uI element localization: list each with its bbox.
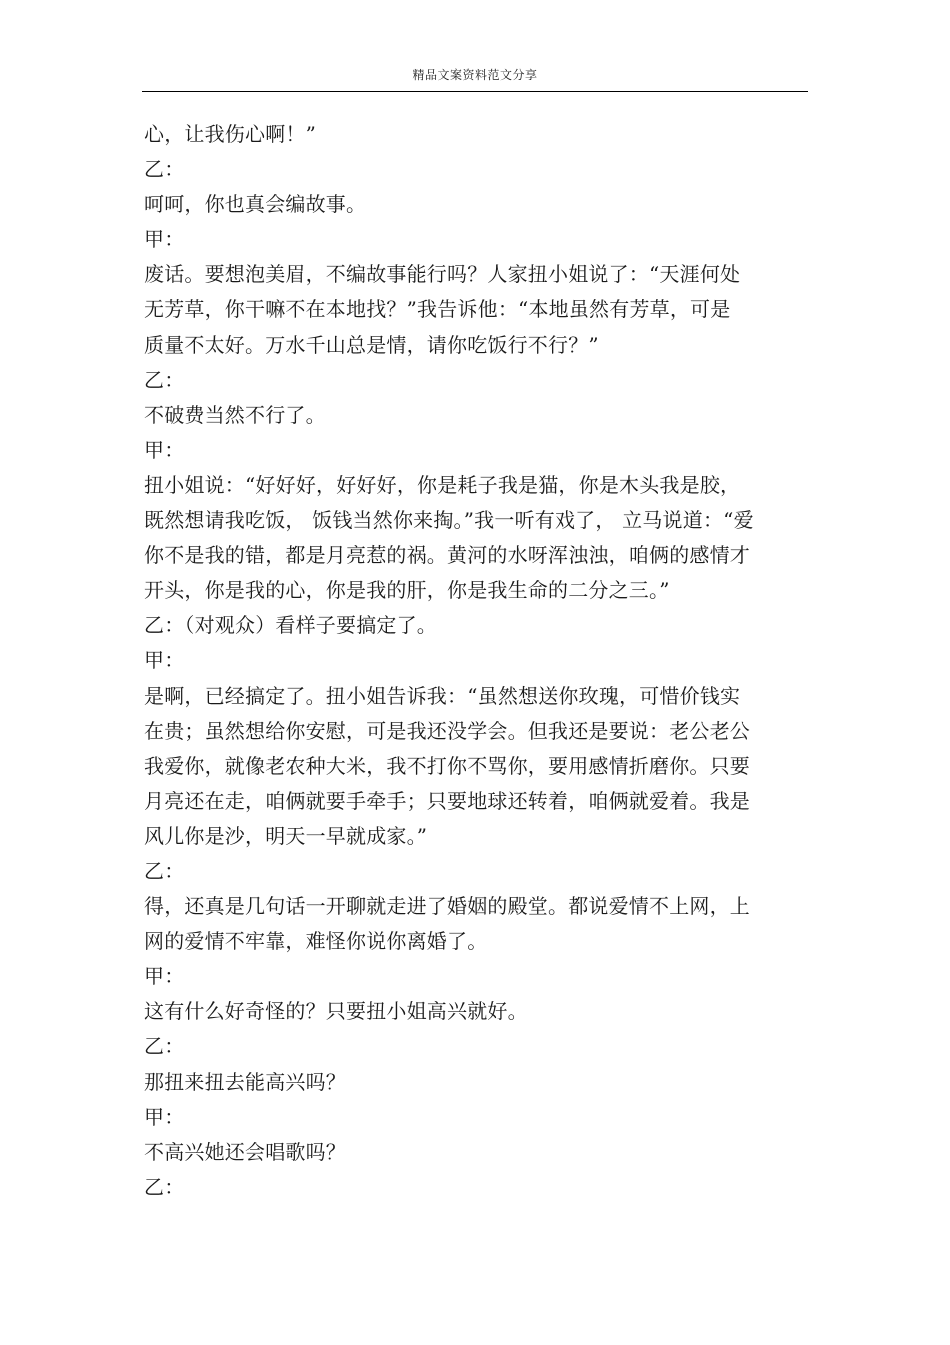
- text-line: 在贵；虽然想给你安慰，可是我还没学会。但我还是要说：老公老公: [144, 718, 750, 743]
- text-line: 你不是我的错，都是月亮惹的祸。黄河的水呀浑浊浊，咱俩的感情才: [144, 543, 750, 568]
- text-line: 呵呵，你也真会编故事。: [144, 192, 367, 217]
- text-line: 得，还真是几句话一开聊就走进了婚姻的殿堂。都说爱情不上网，上: [144, 894, 750, 919]
- text-line: 不破费当然不行了。: [144, 402, 326, 427]
- text-line: 乙：: [144, 1174, 185, 1199]
- text-line: 废话。要想泡美眉，不编故事能行吗？人家扭小姐说了：“天涯何处: [144, 262, 741, 287]
- text-line: 既然想请我吃饭， 饭钱当然你来掏。”我一听有戏了， 立马说道：“爱: [144, 508, 754, 533]
- header-title: 精品文案资料范文分享: [412, 68, 538, 82]
- text-line: 开头，你是我的心，你是我的肝，你是我生命的二分之三。”: [144, 578, 670, 603]
- text-line: 乙：: [144, 367, 185, 392]
- text-line: 我爱你，就像老农种大米，我不打你不骂你，要用感情折磨你。只要: [144, 753, 750, 778]
- text-line: 甲：: [144, 648, 185, 673]
- text-line: 质量不太好。万水千山总是情，请你吃饭行不行？”: [144, 332, 599, 357]
- text-line: 月亮还在走，咱俩就要手牵手；只要地球还转着，咱俩就爱着。我是: [144, 788, 750, 813]
- text-line: 不高兴她还会唱歌吗？: [144, 1139, 346, 1164]
- text-line: 风儿你是沙，明天一早就成家。”: [144, 823, 428, 848]
- text-line: 甲：: [144, 227, 185, 252]
- text-line: 网的爱情不牢靠，难怪你说你离婚了。: [144, 929, 488, 954]
- page-header: [142, 60, 808, 92]
- text-line: 甲：: [144, 1104, 185, 1129]
- text-line: 那扭来扭去能高兴吗？: [144, 1069, 346, 1094]
- dialogue-body: [144, 117, 814, 1205]
- text-line: 心，让我伤心啊！”: [144, 122, 317, 146]
- text-line: 乙：: [144, 1034, 185, 1059]
- text-line: 甲：: [144, 437, 185, 462]
- text-line: 甲：: [144, 964, 185, 989]
- text-line: 是啊，已经搞定了。扭小姐告诉我：“虽然想送你玫瑰，可惜价钱实: [144, 683, 741, 708]
- text-line: 乙：: [144, 157, 185, 182]
- text-line: 这有什么好奇怪的？只要扭小姐高兴就好。: [144, 999, 528, 1024]
- text-line: 乙：（对观众）看样子要搞定了。: [144, 613, 437, 638]
- text-line: 无芳草，你干嘛不在本地找？”我告诉他：“本地虽然有芳草，可是: [144, 297, 731, 322]
- text-line: 乙：: [144, 858, 185, 883]
- text-line: 扭小姐说：“好好好，好好好，你是耗子我是猫，你是木头我是胶，: [144, 472, 741, 497]
